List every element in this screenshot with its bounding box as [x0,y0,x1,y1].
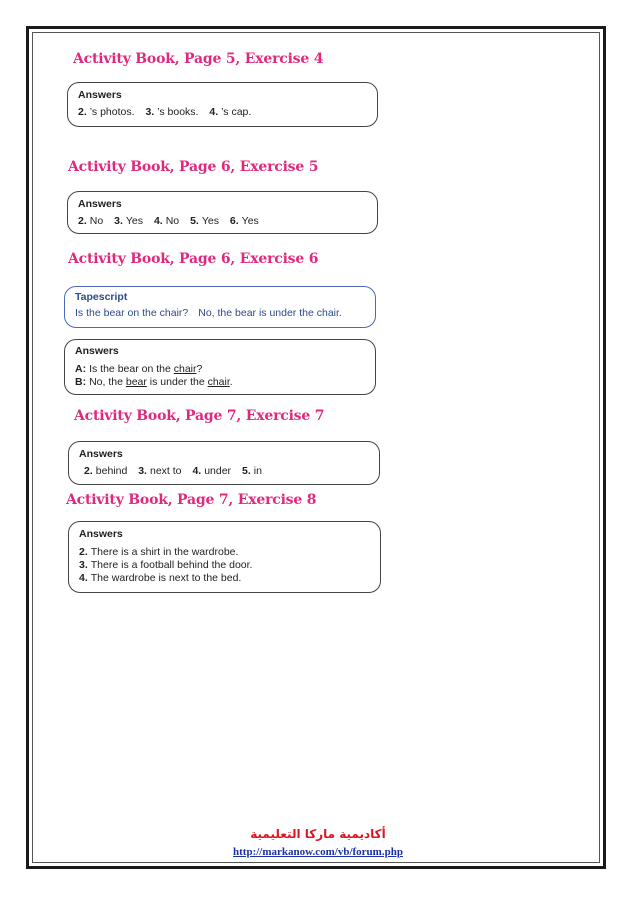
tapescript-box [64,286,376,328]
answer-text: behind [95,465,128,477]
answer-text: Yes [125,215,144,227]
answer-number: 4. [79,572,88,584]
answer-text: Yes [241,215,259,227]
answers-box [67,82,378,127]
answer-number: 3. [138,465,147,477]
underlined-word: chair [207,376,230,388]
answers-box [68,441,380,485]
speaker-label: B: [75,376,87,388]
answers-line [79,572,370,585]
answer-number: 3. [79,559,88,571]
answers-box [67,191,378,234]
answer-text: No [89,215,104,227]
dialogue-text: Is the bear on the [89,363,174,375]
answers-title: Answers [75,345,119,357]
answer-number: 4. [192,465,202,477]
underlined-word: chair [173,363,197,375]
answer-number: 2. [84,465,93,477]
answer-text: There is a football behind the door. [90,559,253,571]
tapescript-question: Is the bear on the chair? [75,307,189,319]
answers-title: Answers [79,448,123,460]
answer-text: next to [149,465,182,477]
answer-number: 6. [229,215,239,227]
footer-arabic-name: أكاديمية ماركا التعليمية [250,827,386,841]
answer-text: ’s photos. [89,106,135,118]
answer-number: 5. [241,465,251,477]
answer-text: ’s cap. [221,106,252,118]
footer-link[interactable]: http://markanow.com/vb/forum.php [233,846,403,858]
answers-line [79,546,370,559]
answers-line [79,559,370,572]
answer-text: Yes [201,215,219,227]
answer-text: There is a shirt in the wardrobe. [90,546,239,558]
speaker-label: A: [75,363,87,375]
answer-text: under [204,465,232,477]
dialogue-text: is under the [146,376,208,388]
dialogue-text: ? [196,363,203,375]
answers-line [84,465,369,478]
answers-title: Answers [78,89,122,101]
answers-box [64,339,376,395]
dialogue-line-a [75,363,365,376]
answer-text: ’s books. [157,106,199,118]
tapescript-reply: No, the bear is under the chair. [198,307,342,319]
answer-number: 2. [78,215,87,227]
section-heading: Activity Book, Page 7, Exercise 7 [74,408,325,424]
section-heading: Activity Book, Page 5, Exercise 4 [73,51,324,67]
answer-number: 2. [78,106,87,118]
answer-number: 3. [145,106,155,118]
answer-number: 4. [209,106,219,118]
answer-text: No [165,215,180,227]
dialogue-text: . [229,376,233,388]
answer-number: 4. [153,215,163,227]
answer-number: 3. [114,215,123,227]
section-heading: Activity Book, Page 6, Exercise 6 [68,251,319,267]
section-heading: Activity Book, Page 7, Exercise 8 [66,492,317,508]
answers-line [78,215,367,228]
answers-title: Answers [79,528,123,540]
answer-number: 5. [190,215,199,227]
tapescript-line [75,307,365,320]
tapescript-title: Tapescript [75,291,128,303]
dialogue-line-b [75,376,365,389]
underlined-word: bear [125,376,147,388]
answer-text: in [253,465,262,477]
answers-title: Answers [78,198,122,210]
answer-number: 2. [79,546,88,558]
dialogue-text: No, the [89,376,126,388]
answers-line [78,106,367,119]
section-heading: Activity Book, Page 6, Exercise 5 [68,159,319,175]
answer-text: The wardrobe is next to the bed. [90,572,242,584]
answers-box [68,521,381,593]
